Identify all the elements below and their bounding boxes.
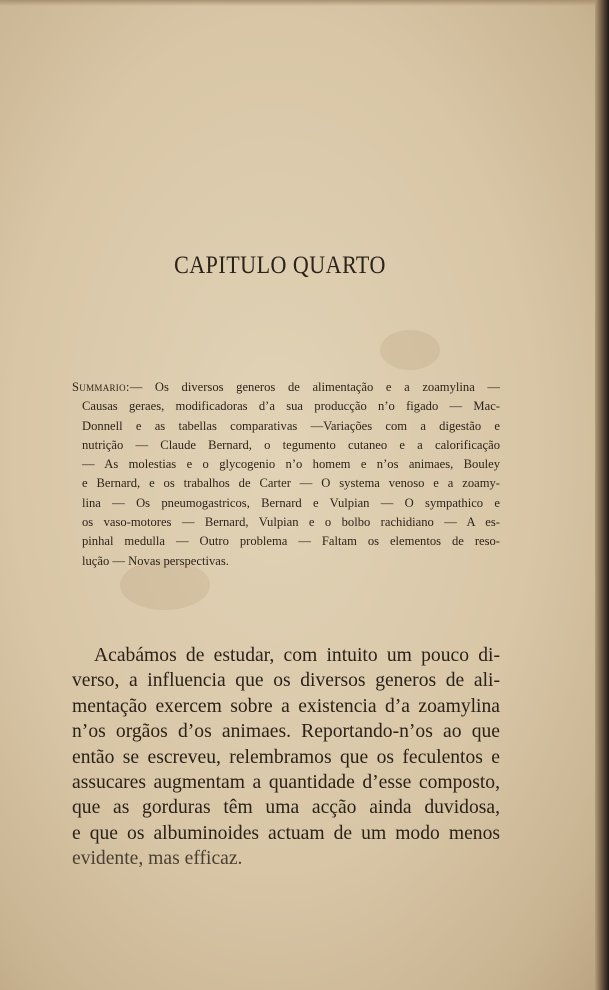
summary-line: — As molestias e o glycogenio n’o homem e n’os animaes, Bouley <box>82 457 500 472</box>
paper-stain <box>380 330 440 370</box>
body-line: que as gorduras têm uma acção ainda duvidosa, <box>72 797 500 819</box>
summary-line: e Bernard, e os trabalhos de Carter — O systema venoso e a zoamy- <box>82 476 500 491</box>
summary-line-text: — Os diversos generos de alimentação e a zoamylina — <box>129 380 500 394</box>
page-right-edge <box>595 0 609 990</box>
summary-line: lução — Novas perspectivas. <box>82 553 229 568</box>
body-line: verso, a influencia que os diversos generos de ali- <box>72 670 500 692</box>
body-line: evidente, mas efficaz. <box>72 848 243 870</box>
body-line: n’os orgãos d’os animaes. Reportando-n’os ao que <box>72 721 500 743</box>
summary-label: Summario: <box>72 380 130 394</box>
summary-line: pinhal medulla — Outro problema — Faltam os elementos de reso- <box>82 534 500 549</box>
body-paragraph <box>72 643 500 872</box>
body-line: então se escreveu, relembramos que os feculentos e <box>72 746 500 768</box>
summary-line: Causas geraes, modificadoras d’a sua producção n’o figado — Mac- <box>82 399 500 414</box>
body-line: mentação exercem sobre a existencia d’a zoamylina <box>72 695 500 717</box>
body-line: assucares augmentam a quantidade d’esse composto, <box>72 772 500 794</box>
summary-line: Donnell e as tabellas comparativas —Variações com a digestão e <box>82 418 500 433</box>
summary-line: os vaso-motores — Bernard, Vulpian e o bolbo rachidiano — A es- <box>82 515 500 530</box>
chapter-title: CAPITULO QUARTO <box>174 250 386 279</box>
summary-line <box>72 378 500 397</box>
body-line: Acabámos de estudar, com intuito um pouco di- <box>94 645 500 666</box>
summary-line: lina — Os pneumogastricos, Bernard e Vulpian — O sympathico e <box>82 495 500 510</box>
chapter-summary <box>72 378 500 571</box>
summary-line: nutrição — Claude Bernard, o tegumento cutaneo e a calorificação <box>82 437 500 452</box>
page-top-edge <box>0 0 609 6</box>
body-line: e que os albuminoides actuam de um modo menos <box>72 822 500 844</box>
